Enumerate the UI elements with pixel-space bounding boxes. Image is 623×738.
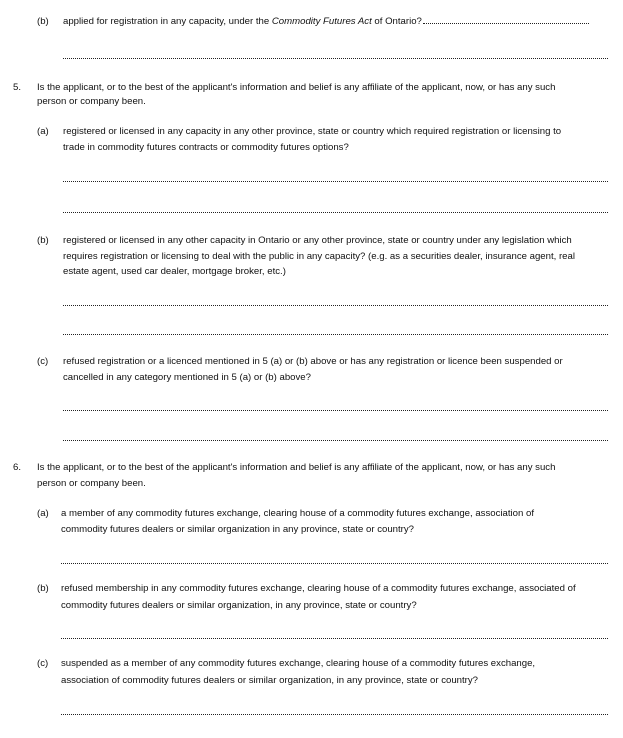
q4-b-text-italic: Commodity Futures Act bbox=[271, 16, 372, 27]
q5-b-label: (b) bbox=[37, 235, 49, 246]
q4-b-answer-line-inline[interactable] bbox=[423, 23, 589, 24]
q4-b-text bbox=[63, 16, 589, 28]
q6-c-line-2: association of commodity futures dealers or similar organization, in any province, state or country? bbox=[61, 675, 478, 686]
q6-a-label: (a) bbox=[37, 508, 49, 519]
q6-number: 6. bbox=[13, 462, 22, 473]
q5-c-answer-line-2[interactable] bbox=[63, 440, 608, 441]
q6-c-answer-line[interactable] bbox=[61, 714, 608, 715]
q5-intro-line-1: Is the applicant, or to the best of the applicant's information and belief is any affiliate of the applicant, now, or has any such bbox=[37, 82, 556, 93]
q5-c-line-2: cancelled in any category mentioned in 5 (a) or (b) above? bbox=[63, 372, 311, 383]
q6-c-label: (c) bbox=[37, 658, 49, 669]
q4-b-text-before: applied for registration in any capacity, under the bbox=[63, 16, 272, 27]
q5-a-answer-line-2[interactable] bbox=[63, 212, 608, 213]
q5-c-label: (c) bbox=[37, 356, 49, 367]
q6-a-line-2: commodity futures dealers or similar organization in any province, state or country? bbox=[61, 524, 414, 535]
q4-b-answer-line[interactable] bbox=[63, 58, 608, 59]
q5-a-label: (a) bbox=[37, 126, 49, 137]
q6-b-line-2: commodity futures dealers or similar organization, in any province, state or country? bbox=[61, 600, 417, 611]
q6-b-answer-line[interactable] bbox=[61, 638, 608, 639]
q5-b-answer-line-2[interactable] bbox=[63, 334, 608, 335]
q4-b-label: (b) bbox=[37, 16, 49, 27]
q6-b-label: (b) bbox=[37, 583, 49, 594]
q5-b-answer-line-1[interactable] bbox=[63, 305, 608, 306]
q5-a-answer-line-1[interactable] bbox=[63, 181, 608, 182]
q6-intro-line-1: Is the applicant, or to the best of the applicant's information and belief is any affiliate of the applicant, now, or has any such bbox=[37, 462, 556, 473]
q5-a-line-1: registered or licensed in any capacity in any other province, state or country which required registration or licensing to bbox=[63, 126, 562, 137]
q5-b-line-2: requires registration or licensing to deal with the public in any capacity? (e.g. as a securities dealer, insurance agent, real bbox=[63, 251, 575, 262]
q5-c-line-1: refused registration or a licenced mentioned in 5 (a) or (b) above or has any registration or licence been suspended or bbox=[63, 356, 563, 367]
q5-number: 5. bbox=[13, 82, 22, 93]
q6-a-line-1: a member of any commodity futures exchange, clearing house of a commodity futures exchange, association of bbox=[61, 508, 535, 519]
q5-b-line-3: estate agent, used car dealer, mortgage broker, etc.) bbox=[63, 266, 286, 277]
q6-intro-line-2: person or company been. bbox=[37, 478, 146, 489]
q6-c-line-1: suspended as a member of any commodity futures exchange, clearing house of a commodity futures exchange, bbox=[61, 658, 536, 669]
q5-intro-line-2: person or company been. bbox=[37, 96, 146, 107]
q6-a-answer-line[interactable] bbox=[61, 563, 608, 564]
q6-b-line-1: refused membership in any commodity futures exchange, clearing house of a commodity futures exchange, associated of bbox=[61, 583, 576, 594]
q4-b-text-after: of Ontario? bbox=[371, 16, 422, 27]
q5-a-line-2: trade in commodity futures contracts or commodity futures options? bbox=[63, 142, 349, 153]
q5-b-line-1: registered or licensed in any other capacity in Ontario or any other province, state or country under any legislation which bbox=[63, 235, 572, 246]
q5-c-answer-line-1[interactable] bbox=[63, 410, 608, 411]
